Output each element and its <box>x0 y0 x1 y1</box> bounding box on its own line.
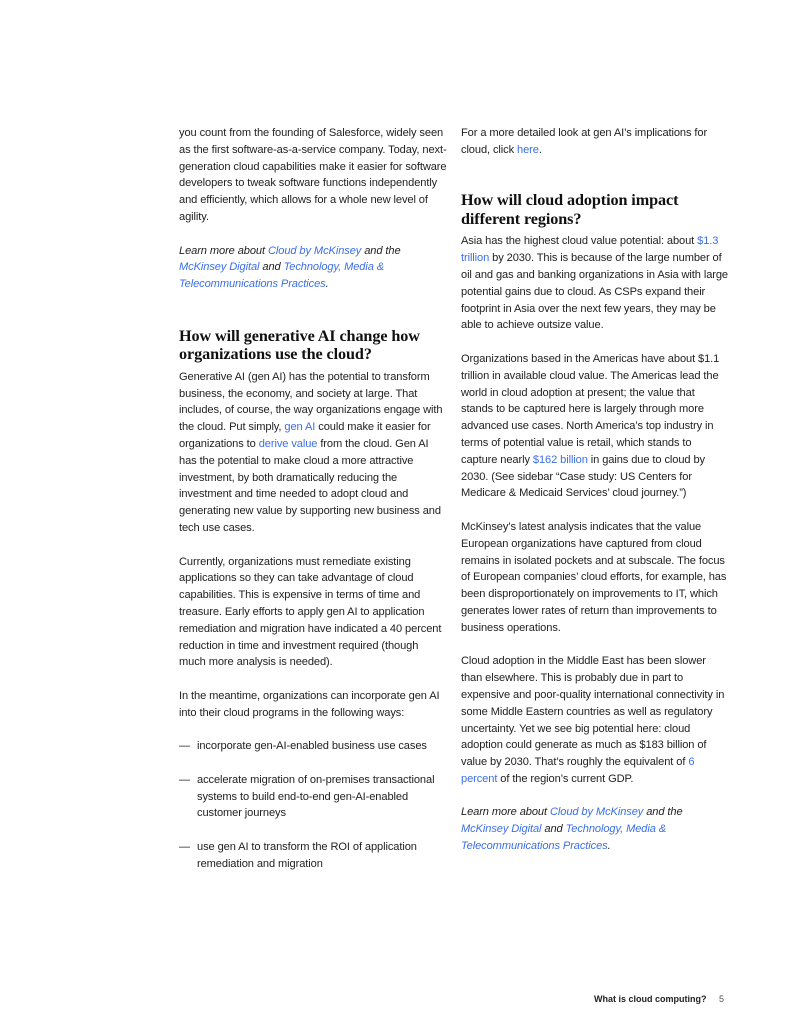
tmt-practices-link[interactable]: Technology, Media & Telecommunications Practices <box>179 261 385 291</box>
gen-ai-paragraph: Generative AI (gen AI) has the potential to transform business, the economy, and society at large. That includes, of course, the way organizations engage with the cloud. Put simply, gen AI could make it easier for organizations to derive value from the cloud. Gen AI has the potential to make cloud a more attractive investment, by both dramatically reducing the investment and time needed to adopt cloud and generating new value by supporting new business and tech use cases. <box>179 370 443 534</box>
intro-paragraph: you count from the founding of Salesforce, widely seen as the first software-as-a-service company. Today, next-generation cloud capabilities make it easier for software developers to tweak software functions independently and efficiently, which allows for a whole new level of agility. <box>179 127 447 223</box>
remediation-paragraph: Currently, organizations must remediate existing applications so they can take advantage of cloud capabilities. This is expensive in terms of time and treasure. Early efforts to apply gen AI to application remediation and migration have indicated a 40 percent reduction in time and investment required (though much more analysis is needed). <box>179 555 442 669</box>
tmt-practices-link[interactable]: Technology, Media & Telecommunications Practices <box>461 823 667 853</box>
list-item: — accelerate migration of on-premises transactional systems to build end-to-end gen-AI-enabled customer journeys <box>179 773 435 820</box>
gdp-percent-link[interactable]: 6 percent <box>461 756 695 785</box>
list-item: — use gen AI to transform the ROI of application remediation and migration <box>179 841 417 870</box>
here-link[interactable]: here <box>517 143 539 156</box>
gen-ai-link[interactable]: gen AI <box>284 421 316 434</box>
list-item: — incorporate gen-AI-enabled business use cases <box>179 738 447 755</box>
left-column <box>179 125 447 889</box>
retail-value-link[interactable]: $162 billion <box>532 453 588 466</box>
americas-paragraph: Organizations based in the Americas have about $1.1 trillion in available cloud value. The Americas lead the world in cloud adoption at present; the value that stands to be captured here is largely through more advanced use cases. North America’s top industry in terms of potential value is retail, which stands to capture nearly $162 billion in gains due to cloud by 2030. (See sidebar “Case study: US Centers for Medicare & Medicaid Services’ cloud journey.”) <box>461 352 720 500</box>
cloud-by-mckinsey-link[interactable]: Cloud by McKinsey <box>267 244 362 257</box>
mckinsey-digital-link[interactable]: McKinsey Digital <box>461 823 542 836</box>
learn-more-note-right: Learn more about Cloud by McKinsey and the McKinsey Digital and Technology, Media & Telecommunications Practices. <box>461 806 683 853</box>
derive-value-link[interactable]: derive value <box>258 437 318 450</box>
dash-bullet: — <box>179 740 190 753</box>
meantime-paragraph: In the meantime, organizations can incorporate gen AI into their cloud programs in the following ways: <box>179 689 440 719</box>
section-heading-gen-ai: How will generative AI change how organizations use the cloud? <box>179 326 420 364</box>
page-number: 5 <box>719 994 725 1004</box>
mckinsey-digital-link[interactable]: McKinsey Digital <box>179 261 260 274</box>
cloud-by-mckinsey-link[interactable]: Cloud by McKinsey <box>549 806 644 819</box>
asia-value-link[interactable]: $1.3 trillion <box>461 235 719 265</box>
europe-paragraph: McKinsey’s latest analysis indicates that the value European organizations have captured from cloud remains in isolated pockets and at subscale. The focus of European companies’ cloud efforts, for example, has been disproportionately on improvements to IT, which generates lower rates of return than improvements to business operations. <box>461 520 727 634</box>
dash-bullet: — <box>179 841 190 854</box>
right-column <box>461 125 729 872</box>
dash-bullet: — <box>179 773 190 786</box>
learn-more-note: Learn more about Cloud by McKinsey and the McKinsey Digital and Technology, Media & Telecommunications Practices. <box>179 244 401 291</box>
asia-paragraph: Asia has the highest cloud value potential: about $1.3 trillion by 2030. This is because of the large number of oil and gas and banking organizations in Asia with large potential gains due to cloud. As CSPs expand their footprint in Asia over the next few years, they may be able to achieve outsize value. <box>461 235 728 332</box>
footer-title: What is cloud computing? <box>594 994 707 1004</box>
gen-ai-ways-list <box>179 738 447 872</box>
gen-ai-implications-paragraph: For a more detailed look at gen AI’s implications for cloud, click here. <box>461 127 708 156</box>
middle-east-paragraph: Cloud adoption in the Middle East has been slower than elsewhere. This is probably due in part to expensive and poor-quality international connectivity in some Middle Eastern countries as well as regulatory uncertainty. Yet we see big potential here: cloud adoption could generate as much as $183 billion of value by 2030. That’s roughly the equivalent of 6 percent of the region’s current GDP. <box>461 655 725 785</box>
section-heading-regions: How will cloud adoption impact different regions? <box>461 191 679 228</box>
